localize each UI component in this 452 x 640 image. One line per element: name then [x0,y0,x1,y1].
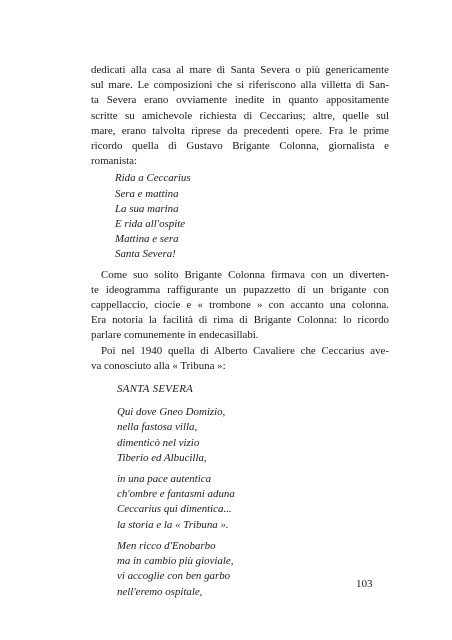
text-line: ricordo quella di Gustavo Brigante Colonna, giornalista e [91,140,389,153]
text-line: Come suo solito Brigante Colonna firmava con un diverten- [101,268,389,281]
text-line: va conosciuto alla « Tribuna »: [91,359,226,372]
verse-line: Ceccarius qui dimentica... [117,503,232,516]
verse-line: la storia e la « Tribuna ». [117,518,229,531]
text-line: scritte su amichevole richiesta di Ceccarius; altre, quelle sul [91,109,389,122]
verse-line: Santa Severa! [115,248,176,261]
poem-title: SANTA SEVERA [117,383,194,396]
verse-line: Tiberio ed Albucilla, [117,451,207,464]
verse-line: nella fastosa villa, [117,421,198,434]
verse-line: Qui dove Gneo Domizio, [117,406,226,419]
verse-brigante-colonna [115,171,389,262]
verse-line: ma in cambio più gioviale, [117,555,234,568]
verse-line: in una pace autentica [117,473,212,486]
verse-line: E rida all'ospite [115,218,186,231]
verse-line: nell'eremo ospitale, [117,585,203,598]
verse-line: Men ricco d'Enobarbo [117,539,216,552]
paragraph-ideogram [91,268,389,344]
verse-line: Mattina e sera [115,233,179,246]
text-line: Era notoria la facilità di rima di Brigante Colonna: lo ricordo [91,314,389,327]
text-line: te ideogramma raffigurante un pupazzetto di un brigante con [91,283,389,296]
paragraph-intro [91,63,389,169]
page-body [91,63,389,606]
verse-line: La sua marina [115,202,179,215]
text-line: sul mare. Le composizioni che si riferiscono alla villetta di San- [91,79,389,92]
text-line: Poi nel 1940 quella di Alberto Cavaliere che Ceccarius ave- [101,344,389,357]
text-line: cappellaccio, ciocie e « trombone » con accanto una colonna. [91,299,389,312]
verse-line: dimenticò nel vizio [117,436,200,449]
text-line: romanista: [91,155,137,168]
text-line: parlare comunemente in endecasillabi. [91,329,259,342]
text-line: mare, erano talvolta riprese da precedenti opere. Fra le prime [91,124,389,137]
page-number: 103 [356,578,373,590]
verse-line: vi accoglie con ben garbo [117,570,231,583]
verse-line: Rida a Ceccarius [115,172,191,185]
verse-line: Sera e mattina [115,187,179,200]
text-line: dedicati alla casa al mare di Santa Severa o più genericamente [91,64,389,76]
poem-stanza [117,472,389,533]
verse-line: ch'ombre e fantasmi aduna [117,488,235,501]
poem-stanza [117,539,389,600]
poem-santa-severa [117,382,389,600]
text-line: ta Severa erano ovviamente inedite in quanto appositamente [91,94,389,107]
poem-stanza [117,405,389,466]
paragraph-cavaliere [91,344,389,374]
